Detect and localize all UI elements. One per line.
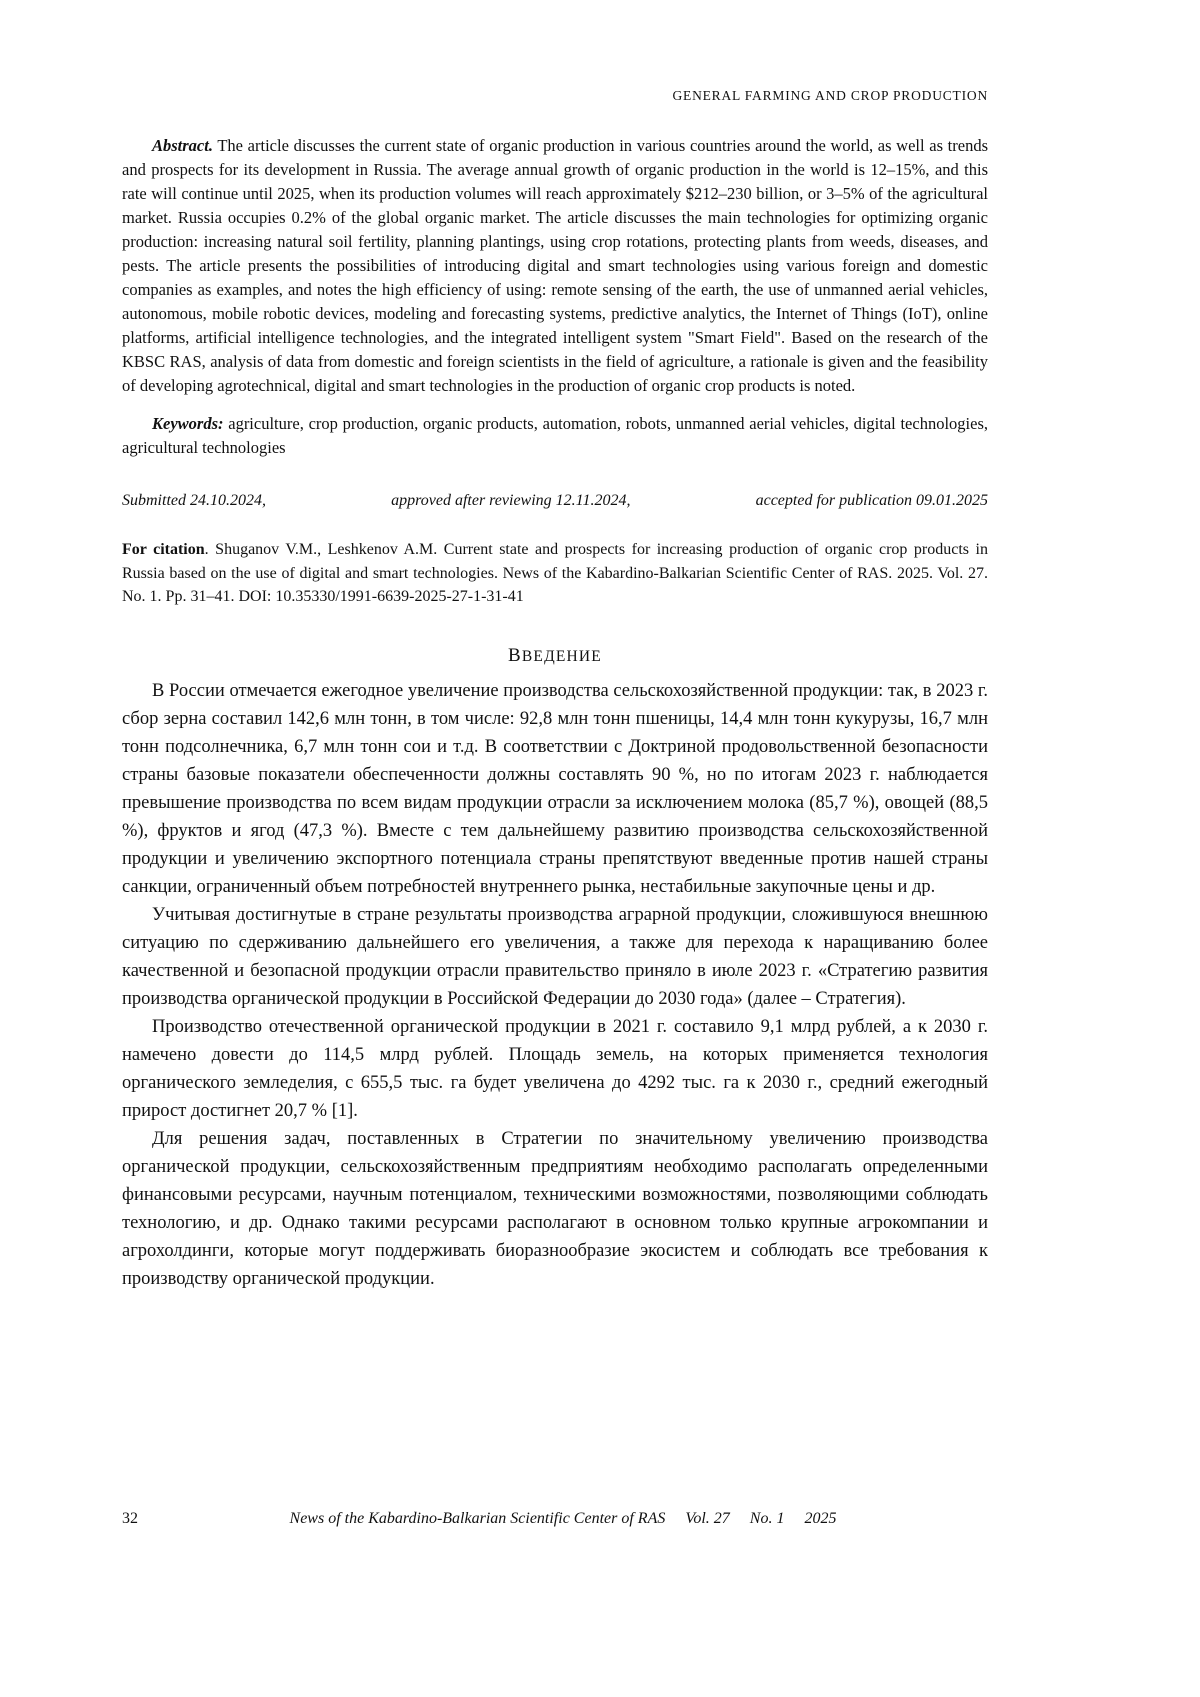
section-heading-introduction: ВВЕДЕНИЕ [508, 644, 602, 666]
abstract-paragraph [122, 134, 988, 398]
running-head [122, 88, 988, 104]
journal-issue: No. 1 [749, 1510, 785, 1527]
intro-paragraph-1: В России отмечается ежегодное увеличение производства сельскохозяйственной продукции: так, в 2023 г. сбор зерна составил 142,6 млн тонн, в том числе: 92,8 млн тонн пшеницы, 14,4 млн тонн кукурузы, 16,7 млн тонн подсолнечника, 6,7 млн тонн сои и т.д. В соответствии с Доктриной продовольственной безопасности страны базовые показатели обеспеченности должны составлять 90 %, но по итогам 2023 г. наблюдается превышение производства по всем видам продукции отрасли за исключением молока (85,7 %), овощей (88,5 %), фруктов и ягод (47,3 %). Вместе с тем дальнейшему развитию производства сельскохозяйственной продукции и увеличению экспортного потенциала страны препятствуют введенные против нашей страны санкции, ограниченный объем потребностей внутреннего рынка, нестабильные закупочные цены и др. [122, 680, 988, 897]
citation-paragraph [122, 538, 988, 609]
intro-paragraph-3: Производство отечественной органической продукции в 2021 г. составило 9,1 млрд рублей, а к 2030 г. намечено довести до 114,5 млрд рублей. Площадь земель, на которых применяется технология органического земледелия, с 655,5 тыс. га будет увеличена до 4292 тыс. га к 2030 г., средний ежегодный прирост достигнет 20,7 % [1]. [122, 1016, 988, 1121]
page-footer [122, 1509, 988, 1529]
citation-text: . Shuganov V.M., Leshkenov A.M. Current state and prospects for increasing production of organic crop products in Russia based on the use of digital and smart technologies. News of the Kabardino-Balkarian Scientific Center of RAS. 2025. Vol. 27. No. 1. Pp. 31–41. DOI: 10.35330/1991-6639-2025-27-1-31-41 [122, 541, 988, 605]
accepted-date: accepted for publication 09.01.2025 [755, 492, 988, 509]
page-number: 32 [122, 1510, 138, 1527]
approved-date: approved after reviewing 12.11.2024, [391, 492, 631, 509]
journal-volume: Vol. 27 [685, 1510, 730, 1527]
journal-footer-line [138, 1509, 988, 1529]
keywords-text: agriculture, crop production, organic products, automation, robots, unmanned aerial vehicles, digital technologies, agricultural technologies [122, 414, 988, 457]
intro-paragraph-4: Для решения задач, поставленных в Стратегии по значительному увеличению производства органической продукции, сельскохозяйственным предприятиям необходимо располагать определенными финансовыми ресурсами, научным потенциалом, техническими возможностями, позволяющими соблюдать технологию, и др. Однако такими ресурсами располагают в основном только крупные агрокомпании и агрохолдинги, которые могут поддерживать биоразнообразие экосистем и соблюдать все требования к производству органической продукции. [122, 1128, 988, 1289]
citation-label: For citation [122, 541, 205, 558]
journal-year: 2025 [804, 1510, 837, 1527]
submitted-date: Submitted 24.10.2024, [122, 492, 266, 509]
dates-line [122, 490, 988, 512]
journal-title: News of the Kabardino-Balkarian Scientific Center of RAS [289, 1510, 666, 1527]
running-head-text: GENERAL FARMING AND CROP PRODUCTION [672, 88, 988, 103]
abstract-section [122, 134, 988, 460]
keywords-label: Keywords: [152, 414, 224, 433]
abstract-text: The article discusses the current state of organic production in various countries around the world, as well as trends and prospects for its development in Russia. The average annual growth of organic production in the world is 12–15%, and this rate will continue until 2025, when its production volumes will reach approximately $212–230 billion, or 3–5% of the agricultural market. Russia occupies 0.2% of the global organic market. The article discusses the main technologies for optimizing organic production: increasing natural soil fertility, planning plantings, using crop rotations, protecting plants from weeds, diseases, and pests. The article presents the possibilities of introducing digital and smart technologies using various foreign and domestic companies as examples, and notes the high efficiency of using: remote sensing of the earth, the use of unmanned aerial vehicles, autonomous, mobile robotic devices, modeling and forecasting systems, predictive analytics, the Internet of Things (IoT), online platforms, artificial intelligence technologies, and the integrated intelligent system "Smart Field". Based on the research of the KBSC RAS, analysis of data from domestic and foreign scientists in the field of agriculture, a rationale is given and the feasibility of developing agrotechnical, digital and smart technologies in the production of organic crop products is noted. [122, 136, 988, 395]
abstract-label: Abstract. [152, 136, 213, 155]
keywords-paragraph [122, 412, 988, 460]
intro-paragraph-2: Учитывая достигнутые в стране результаты производства аграрной продукции, сложившуюся внешнюю ситуацию по сдерживанию дальнейшего его увеличения, а также для перехода к наращиванию более качественной и безопасной продукции отрасли правительство приняло в июле 2023 г. «Стратегию развития производства органической продукции в Российской Федерации до 2030 года» (далее – Стратегия). [122, 904, 988, 1009]
